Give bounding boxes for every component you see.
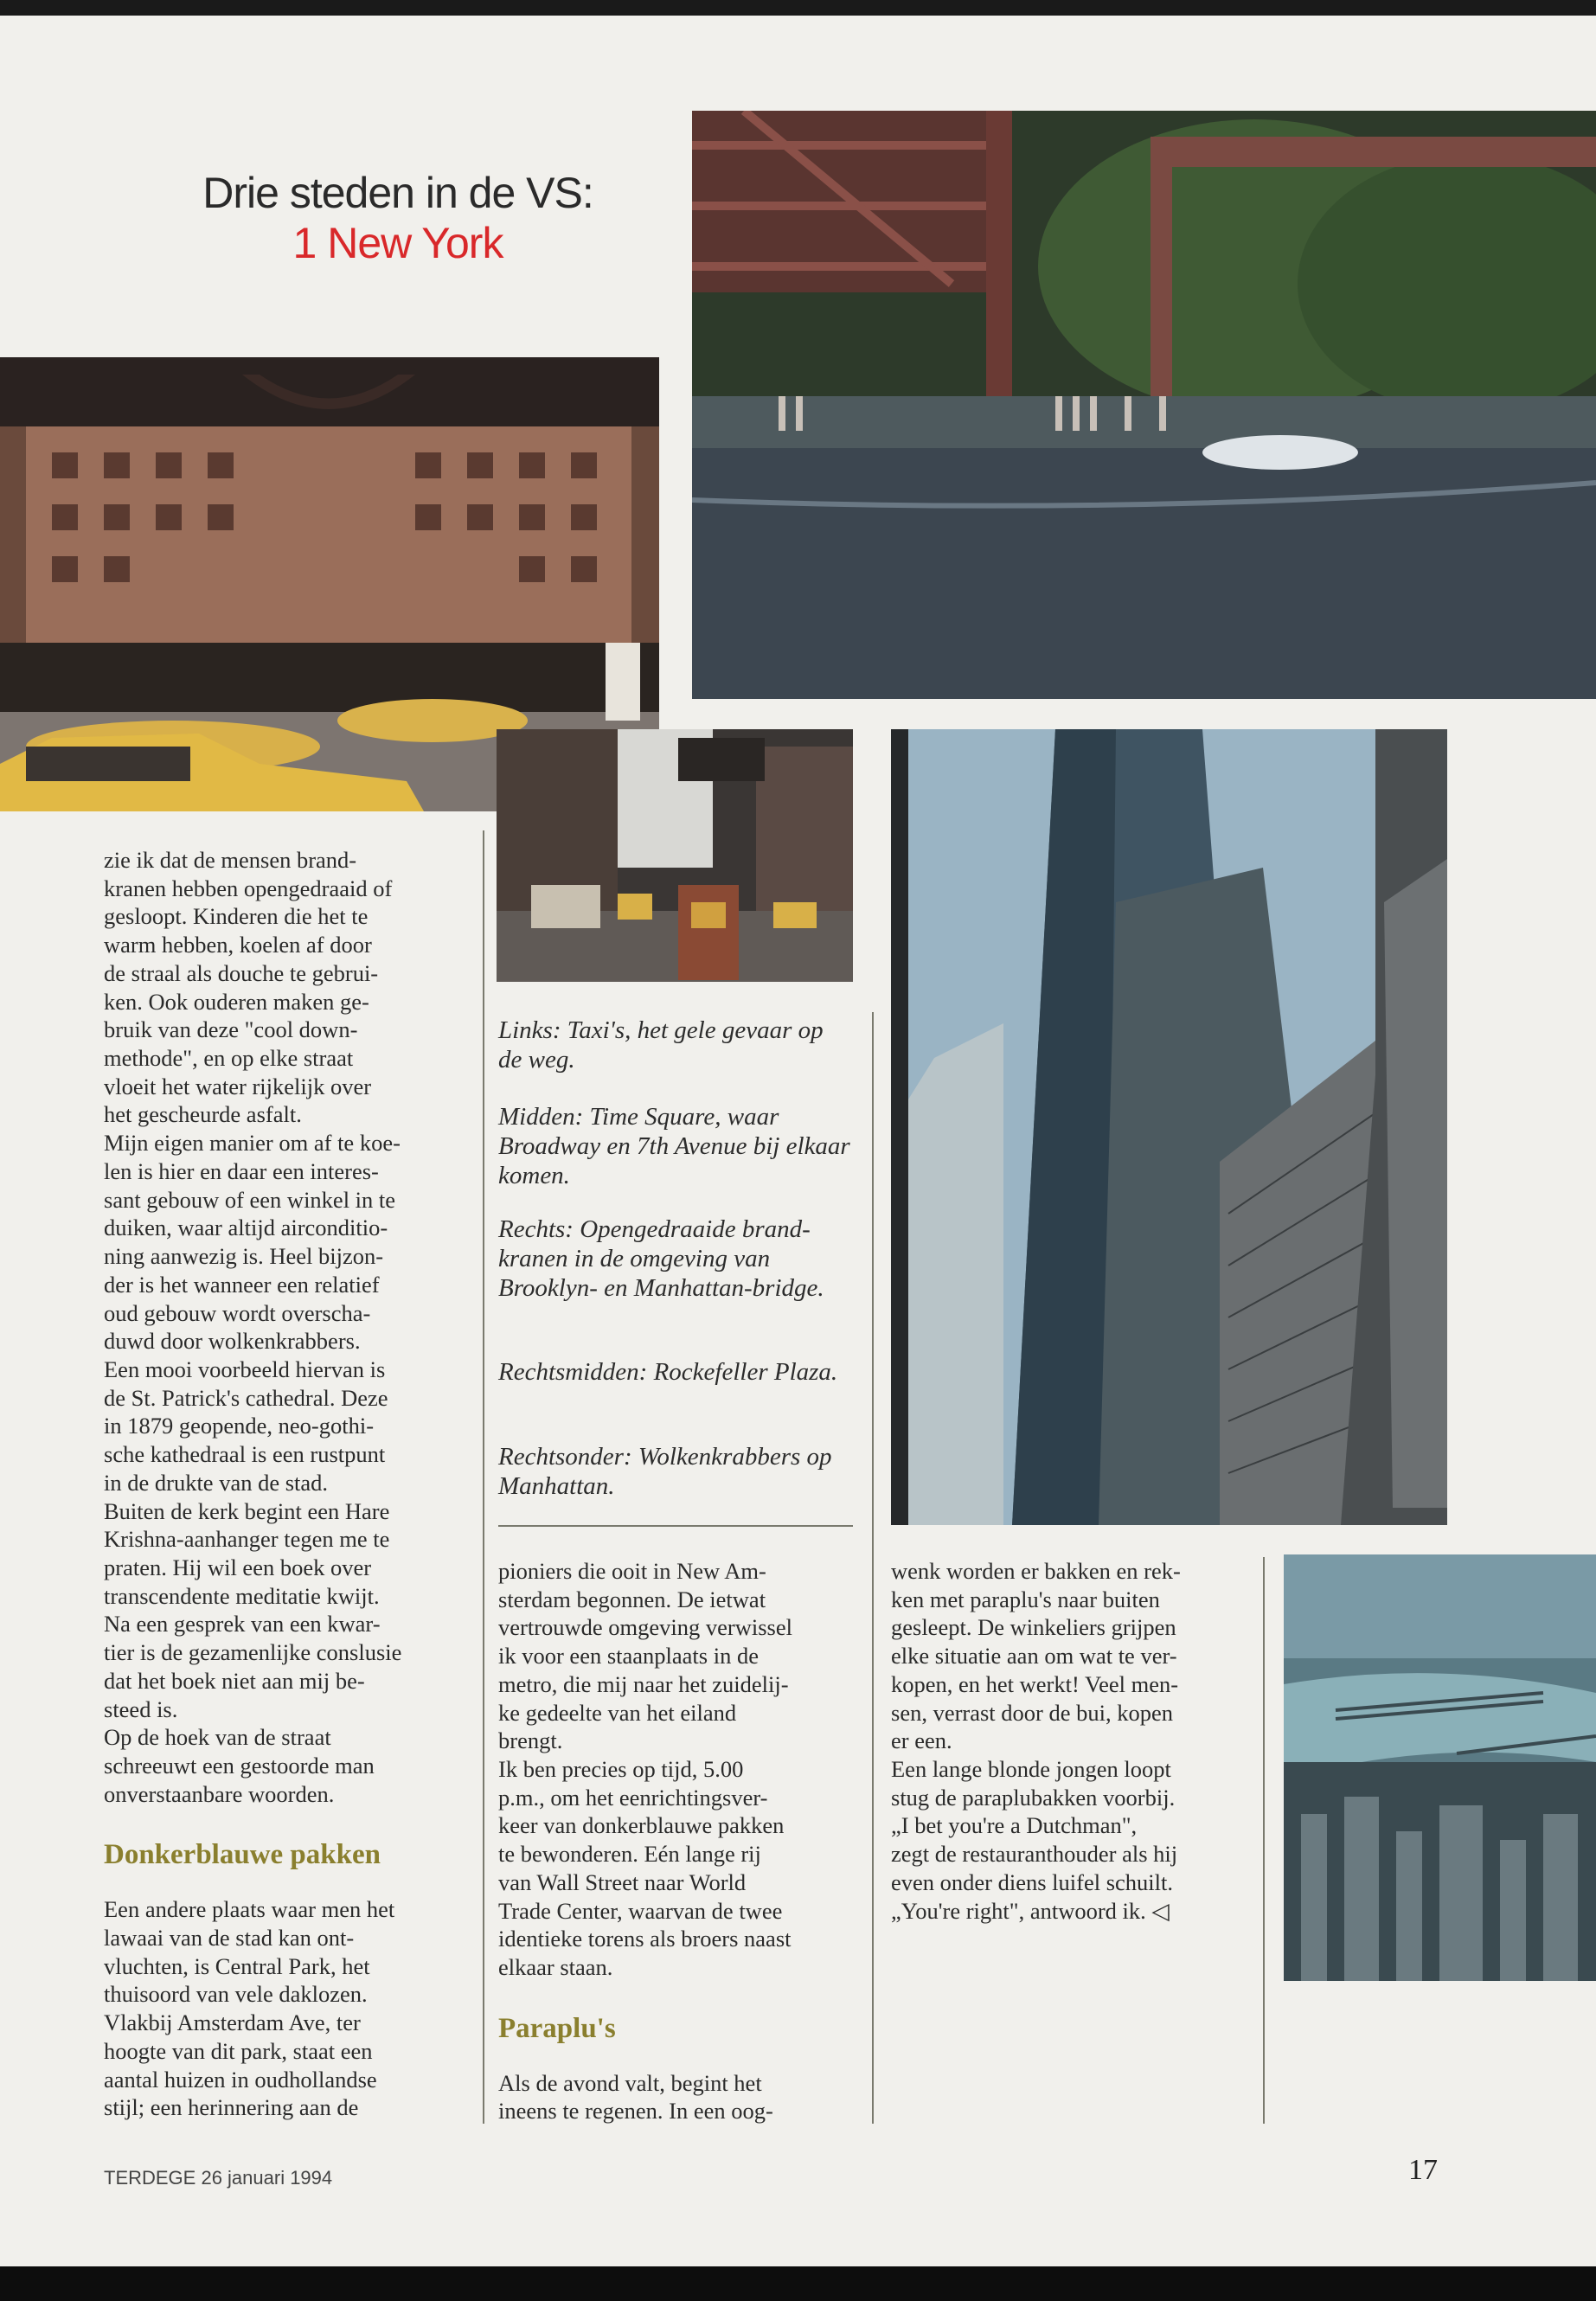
body-line: sen, verrast door de bui, kopen [891, 1699, 1174, 1726]
body-line: sant gebouw of een winkel in te [104, 1186, 396, 1213]
body-line: Mijn eigen manier om af te koe- [104, 1130, 401, 1157]
body-line: p.m., om het eenrichtingsver- [498, 1784, 768, 1811]
body-line: warm hebben, koelen af door [104, 932, 372, 958]
body-line: transcendente meditatie kwijt. [104, 1582, 380, 1609]
caption-right-middle: Rechtsmidden: Rockefeller Plaza. [498, 1358, 838, 1386]
body-line: thuisoord van vele daklozen. [104, 1981, 368, 2008]
photo-times-square [497, 729, 853, 982]
body-line: kranen hebben opengedraaid of [104, 875, 393, 901]
body-line: sterdam begonnen. De ietwat [498, 1586, 766, 1612]
article-column-1 [104, 846, 467, 2122]
body-line: pioniers die ooit in New Am- [498, 1558, 766, 1584]
body-line: het gescheurde asfalt. [104, 1101, 302, 1128]
caption-left: Links: Taxi's, het gele gevaar op de weg. [498, 1016, 824, 1074]
article-column-3 [891, 1557, 1254, 1925]
column-rule-1 [483, 830, 484, 2124]
photo-manhattan-skyscrapers [1284, 1554, 1596, 1981]
body-line: vluchten, is Central Park, het [104, 1952, 370, 1979]
body-line: duwd door wolkenkrabbers. [104, 1328, 361, 1355]
body-line: van Wall Street naar World [498, 1868, 747, 1895]
body-line: brengt. [498, 1727, 563, 1754]
body-line: ineens te regenen. In een oog- [498, 2098, 773, 2125]
body-line: Trade Center, waarvan de twee [498, 1897, 783, 1924]
body-line: ning aanwezig is. Heel bijzon- [104, 1243, 384, 1270]
body-line: wenk worden er bakken en rek- [891, 1558, 1181, 1584]
title-line-2: 1 New York [292, 218, 503, 267]
body-line: de straal als douche te gebrui- [104, 959, 379, 986]
body-line: elke situatie aan om wat te ver- [891, 1643, 1177, 1670]
body-line: dat het boek niet aan mij be- [104, 1667, 365, 1694]
body-line: bruik van deze "cool down- [104, 1016, 358, 1043]
body-line: de St. Patrick's cathedral. Deze [104, 1384, 388, 1411]
body-line: even onder diens luifel schuilt. [891, 1868, 1174, 1895]
column-rule-3 [1263, 1557, 1265, 2124]
body-line: in de drukte van de stad. [104, 1469, 329, 1496]
photo-rockefeller-plaza [891, 729, 1447, 1525]
body-line: keer van donkerblauwe pakken [498, 1812, 785, 1839]
body-line: te bewonderen. Eén lange rij [498, 1841, 761, 1868]
caption-right: Rechts: Opengedraaide brand-kranen in de omgeving van Brooklyn- en Manhattan-bridge. [498, 1215, 824, 1302]
body-line: der is het wanneer een relatief [104, 1271, 380, 1298]
body-line: „I bet you're a Dutchman", [891, 1812, 1138, 1839]
body-line: Ik ben precies op tijd, 5.00 [498, 1756, 744, 1783]
column-rule-2 [872, 1012, 874, 2124]
title-line-1: Drie steden in de VS: [202, 169, 593, 217]
body-line: vloeit het water rijkelijk over [104, 1073, 372, 1099]
body-line: ik voor een staanplaats in de [498, 1643, 759, 1670]
body-line: Als de avond valt, begint het [498, 2069, 762, 2096]
body-line: praten. Hij wil een boek over [104, 1554, 372, 1580]
body-line: hoogte van dit park, staat een [104, 2037, 373, 2064]
page-number: 17 [1408, 2154, 1438, 2186]
page-edge-top [0, 0, 1596, 16]
body-line: len is hier en daar een interes- [104, 1157, 379, 1184]
section-heading-donkerblauwe-pakken: Donkerblauwe pakken [104, 1839, 381, 1871]
article-title [173, 169, 623, 268]
body-line: duiken, waar altijd airconditio- [104, 1215, 388, 1241]
caption-right-bottom: Rechtsonder: Wolkenkrabbers op Manhattan. [498, 1443, 832, 1500]
body-line: in 1879 geopende, neo-gothi- [104, 1413, 375, 1439]
body-line: aantal huizen in oudhollandse [104, 2066, 377, 2093]
body-line: Krishna-aanhanger tegen me te [104, 1526, 390, 1553]
body-line: kopen, en het werkt! Veel men- [891, 1670, 1179, 1697]
body-line: stijl; een herinnering aan de [104, 2094, 359, 2121]
body-line: Buiten de kerk begint een Hare [104, 1497, 390, 1524]
page-edge-bottom [0, 2266, 1596, 2301]
body-line: ke gedeelte van het eiland [498, 1699, 737, 1726]
article-column-2 [498, 1557, 862, 2125]
section-heading-paraplus: Paraplu's [498, 2012, 616, 2044]
body-line: methode", en op elke straat [104, 1045, 354, 1072]
body-line: ken. Ook ouderen maken ge- [104, 988, 369, 1015]
body-line: metro, die mij naar het zuidelij- [498, 1670, 789, 1697]
body-line: zegt de restauranthouder als hij [891, 1841, 1178, 1868]
body-line: vertrouwde omgeving verwissel [498, 1614, 792, 1641]
body-line: onverstaanbare woorden. [104, 1780, 335, 1807]
photo-opened-hydrants [692, 111, 1596, 699]
body-line: stug de paraplubakken voorbij. [891, 1784, 1176, 1811]
body-line: lawaai van de stad kan ont- [104, 1924, 355, 1951]
body-line: Een andere plaats waar men het [104, 1896, 395, 1923]
body-line: er een. [891, 1727, 952, 1754]
body-line: Op de hoek van de straat [104, 1724, 331, 1751]
body-line: gesleept. De winkeliers grijpen [891, 1614, 1176, 1641]
body-line: gesloopt. Kinderen die het te [104, 903, 369, 930]
body-line: schreeuwt een gestoorde man [104, 1753, 375, 1779]
body-line: „You're right", antwoord ik. ◁ [891, 1897, 1170, 1924]
body-line: elkaar staan. [498, 1954, 613, 1981]
body-line: Vlakbij Amsterdam Ave, ter [104, 2009, 361, 2036]
body-line: oud gebouw wordt overscha- [104, 1299, 371, 1326]
body-line: Een lange blonde jongen loopt [891, 1756, 1171, 1783]
body-line: tier is de gezamenlijke conslusie [104, 1639, 402, 1666]
caption-rule [498, 1525, 853, 1527]
body-line: steed is. [104, 1695, 178, 1722]
body-line: Na een gesprek van een kwar- [104, 1611, 381, 1638]
caption-middle: Midden: Time Square, waar Broadway en 7th Avenue bij elkaar komen. [498, 1103, 850, 1189]
body-line: sche kathedraal is een rustpunt [104, 1441, 386, 1468]
body-line: Een mooi voorbeeld hiervan is [104, 1356, 386, 1382]
body-line: ken met paraplu's naar buiten [891, 1586, 1160, 1612]
body-line: identieke torens als broers naast [498, 1926, 792, 1952]
magazine-footer: TERDEGE 26 januari 1994 [104, 2167, 333, 2189]
body-line: zie ik dat de mensen brand- [104, 847, 357, 873]
